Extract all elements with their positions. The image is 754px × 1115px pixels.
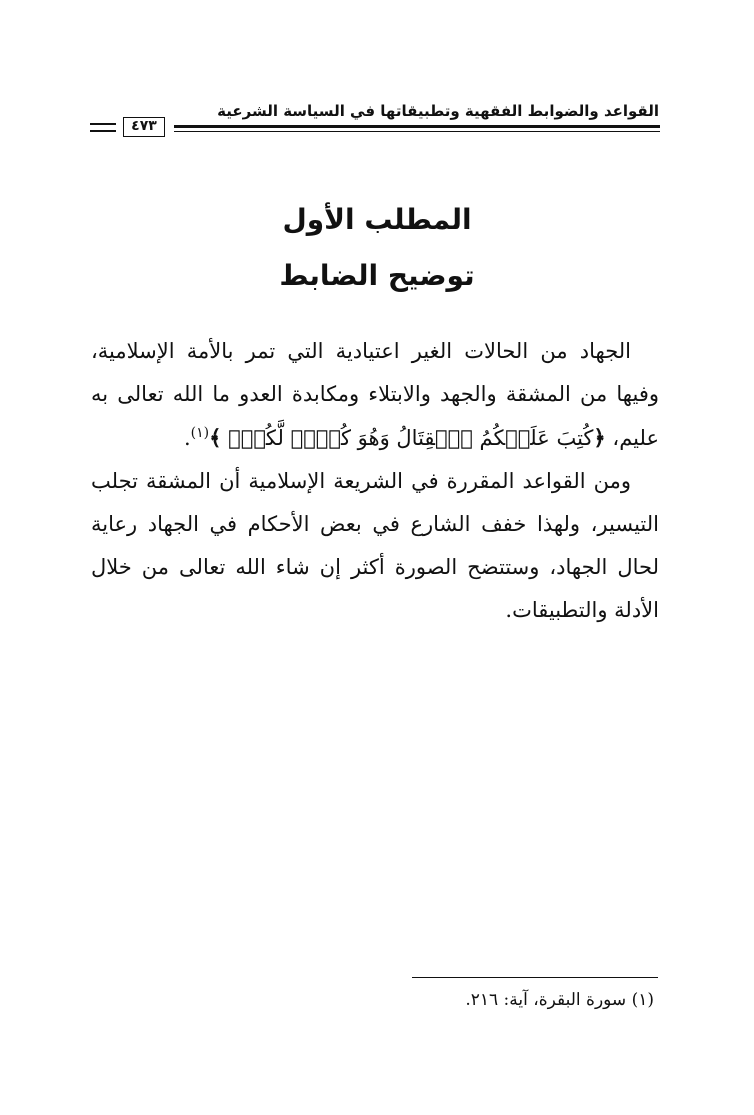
footnote-reference: (١): [190, 425, 210, 441]
paragraph-1-end: .: [183, 426, 191, 450]
quran-close-bracket: ﴾: [209, 425, 222, 450]
paragraph-1-text: الجهاد من الحالات الغير اعتيادية التي تمر بالأمة الإسلامية، وفيها من المشقة والجهد والابتلاء ومكابدة العدو ما الله تعالى به عليم،: [91, 339, 659, 450]
paragraph-1: [91, 330, 659, 460]
running-header-title: القواعد والضوابط الفقهية وتطبيقاتها في السياسة الشرعية: [217, 102, 659, 120]
section-title: توضيح الضابط: [279, 259, 475, 292]
quran-open-bracket: ﴿: [593, 425, 606, 450]
header-rule-thick: [174, 125, 660, 128]
quran-verse: كُتِبَ عَلَيۡكُمُ ٱلۡقِتَالُ وَهُوَ كُرۡهٞ لَّكُمۡۖ: [228, 426, 594, 450]
page-number: ٤٧٣: [123, 117, 165, 137]
paragraph-2: ومن القواعد المقررة في الشريعة الإسلامية أن المشقة تجلب التيسير، ولهذا خفف الشارع في بعض الأحكام في الجهاد رعاية لحال الجهاد، وستتضح الصورة أكثر إن شاء الله تعالى من خلال الأدلة والتطبيقات.: [91, 469, 659, 622]
header-rule-thin: [174, 131, 660, 132]
footnote: (١) سورة البقرة، آية: ٢١٦.: [465, 990, 654, 1010]
body-text: [91, 330, 659, 632]
header-dash-lower: [90, 130, 116, 132]
section-heading: المطلب الأول: [282, 203, 472, 236]
header-dash-upper: [90, 123, 116, 125]
footnote-separator: [412, 977, 658, 978]
